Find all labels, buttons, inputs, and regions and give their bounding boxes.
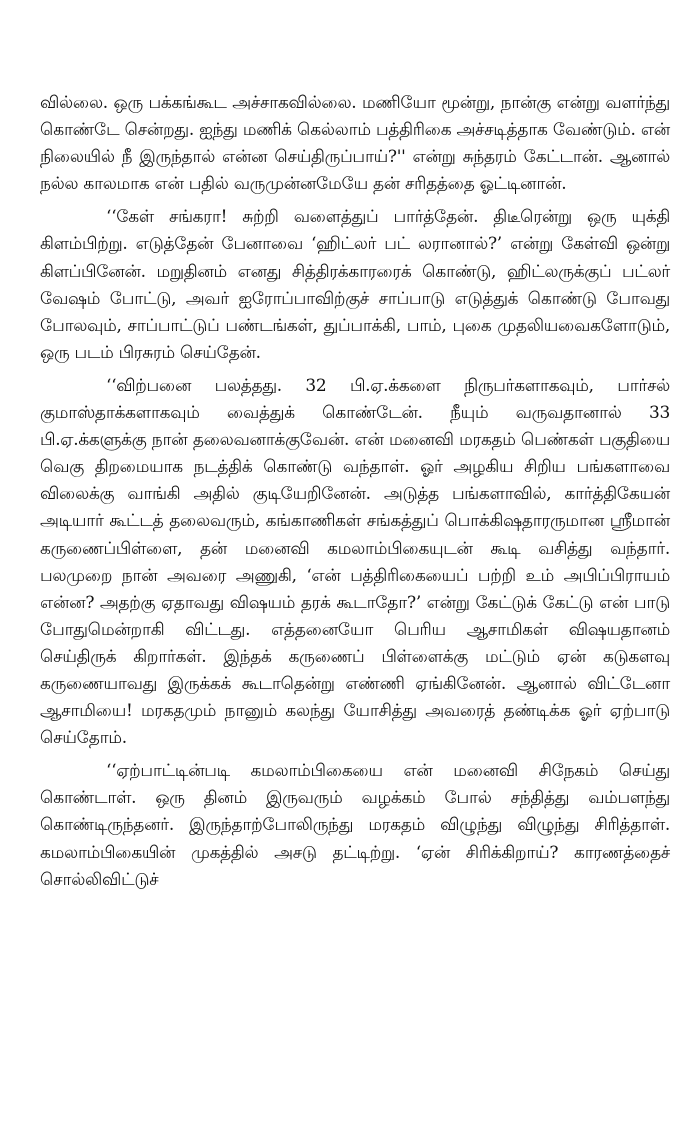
paragraph-1: வில்லை. ஒரு பக்கங்கூட அச்சாகவில்லை. மணியோ மூன்று, நான்கு என்று வளர்ந்து கொண்டே சென்றது. ஐந்து மணிக் கெல்லாம் பத்திரிகை அச்சடித்தாக வேண்டும். என் நிலையில் நீ இருந்தால் என்ன செய்திருப்பாய்?'' என்று சுந்தரம் கேட்டான். ஆனால் நல்ல காலமாக என் பதில் வருமுன்னமேயே தன் சரிதத்தை ஓட்டினான். bbox=[40, 93, 670, 195]
paragraph-4: ‘‘ஏற்பாட்டின்படி கமலாம்பிகையை என் மனைவி சிநேகம் செய்து கொண்டாள். ஒரு தினம் இருவரும் வழக்கம் போல் சந்தித்து வம்பளந்து கொண்டிருந்தனர். இருந்தாற்போலிருந்து மரகதம் விழுந்து விழுந்து சிரித்தாள். கமலாம்பிகையின் முகத்தில் அசடு தட்டிற்று. ‘ஏன் சிரிக்கிறாய்? காரணத்தைச் சொல்லிவிட்டுச் bbox=[40, 761, 670, 890]
paragraph-3: ‘‘விற்பனை பலத்தது. 32 பி.ஏ.க்களை நிருபர்களாகவும், பார்சல் குமாஸ்தாக்களாகவும் வைத்துக் கொண்டேன். நீயும் வருவதானால் 33 பி.ஏ.க்களுக்கு நான் தலைவனாக்குவேன். என் மனைவி மரகதம் பெண்கள் பகுதியை வெகு திறமையாக நடத்திக் கொண்டு வந்தாள். ஓர் அழகிய சிறிய பங்களாவை விலைக்கு வாங்கி அதில் குடியேறினேன். அடுத்த பங்களாவில், கார்த்திகேயன் அடியார் கூட்டத் தலைவரும், கங்காணிகள் சங்கத்துப் பொக்கிஷதாரருமான ஸ்ரீமான் கருணைப்பிள்ளை, தன் மனைவி கமலாம்பிகையுடன் கூடி வசித்து வந்தார். பலமுறை நான் அவரை அணுகி, ‘என் பத்திரிகையைப் பற்றி உம் அபிப்பிராயம் என்ன? அதற்கு ஏதாவது விஷயம் தரக் கூடாதோ?’ என்று கேட்டுக் கேட்டு என் பாடு போதுமென்றாகி விட்டது. எத்தனையோ பெரிய ஆசாமிகள் விஷயதானம் செய்திருக் கிறார்கள். இந்தக் கருணைப் பிள்ளைக்கு மட்டும் ஏன் கடுகளவு கருணையாவது இருக்கக் கூடாதென்று எண்ணி ஏங்கினேன். ஆனால் விட்டேனா ஆசாமியை! மரகதமும் நானும் கலந்து யோசித்து அவரைத் தண்டிக்க ஓர் ஏற்பாடு செய்தோம். bbox=[40, 375, 670, 749]
paragraph-2: ‘‘கேள் சங்கரா! சுற்றி வளைத்துப் பார்த்தேன். திடீரென்று ஒரு யுக்தி கிளம்பிற்று. எடுத்தேன் பேனாவை ‘ஹிட்லர் பட் லரானால்?’ என்று கேள்வி ஒன்று கிளப்பினேன். மறுதினம் எனது சித்திரக்காரரைக் கொண்டு, ஹிட்லருக்குப் பட்லர் வேஷம் போட்டு, அவர் ஐரோப்பாவிற்குச் சாப்பாடு எடுத்துக் கொண்டு போவது போலவும், சாப்பாட்டுப் பண்டங்கள், துப்பாக்கி, பாம், புகை முதலியவைகளோடும், ஒரு படம் பிரசுரம் செய்தேன். bbox=[40, 207, 670, 363]
book-page bbox=[40, 90, 670, 894]
